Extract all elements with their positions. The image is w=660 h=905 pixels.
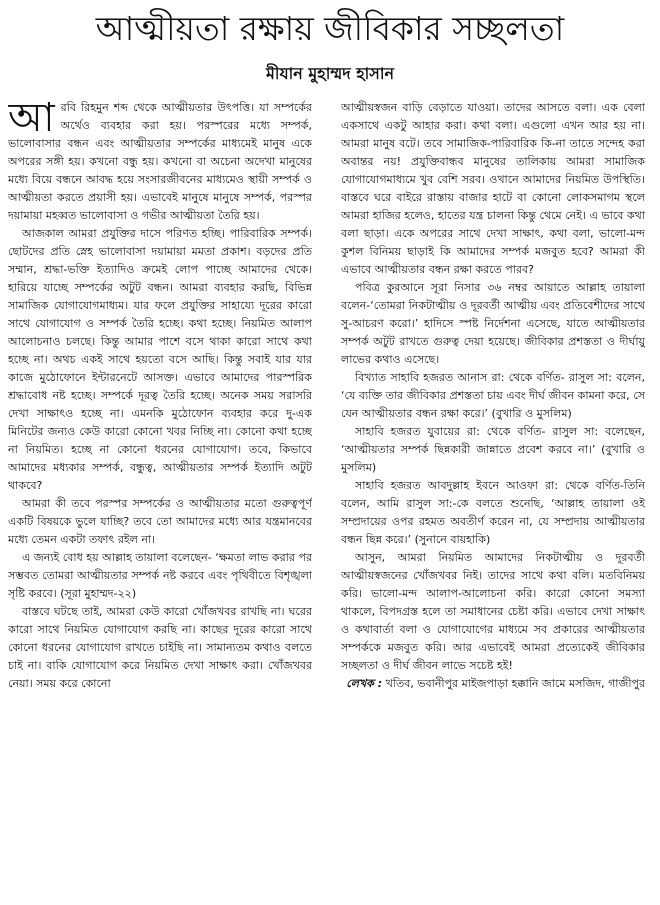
left-column bbox=[8, 99, 312, 899]
author-byline bbox=[341, 675, 645, 693]
article-title: আত্মীয়তা রক্ষায় জীবিকার সচ্ছলতা bbox=[95, 9, 565, 48]
paragraph-text: রবি রিহমুন শব্দ থেকে আত্মীয়তার উৎপত্তি। যা সম্পর্কের অর্থেও ব্যবহার করা হয়। পরস্পরের মধ্যে সম্পর্ক, ভালোবাসার বন্ধন এবং আত্মীয়তার সম্পর্কের মাধ্যমেই মানুষ একে অপরের সঙ্গী হয়। কখনো বন্ধু হয়। কখনো বা অচেনা অদেখা মানুষের মধ্যে বিয়ে বন্ধনে আবদ্ধ হয়ে সংসারজীবনের মাধ্যমেও স্থায়ী সম্পর্ক ও আত্মীয়তা করতে প্রয়াসী হয়। এভাবেই মানুষে মানুষে সম্পর্ক, পরস্পর দয়ামায়া মহব্বত ভালোবাসা ও গভীর আত্মীয়তা তৈরি হয়। bbox=[8, 101, 312, 222]
right-column bbox=[341, 99, 645, 899]
paragraph: আত্মীয়স্বজন বাড়ি বেড়াতে যাওয়া। তাদের আসতে বলা। এক বেলা একসাথে একটু আহার করা। কথা বলা। এগুলো এখন আর হয় না। আমরা মানুষ বটে। তবে সামাজিক-পারিবারিক কি-না তাতে সন্দেহ করা অবান্তর নয়! প্রযুক্তিবান্ধব মানুষের তালিকায় আমরা সামাজিক যোগাযোগমাধ্যমে খুব বেশি সরব। ওখানে আমাদের নিয়মিত উপস্থিতি। বাস্তবে ঘরে বাইরে রাস্তায় বাজার হাটে বা কোনো লোকসমাগম স্থলে আমরা হাজির হলেও, হাতের যন্ত্র চালনা কিন্তু থেমে নেই। এ ভাবে কথা বলা ছাড়া। একে অপরের সাথে দেখা সাক্ষাৎ, কথা বলা, ভালো-মন্দ কুশল বিনিময় ছাড়াই কি আমাদের সম্পর্ক মজবুত হবে? আমরা কী এভাবে আত্মীয়তার বন্ধন রক্ষা করতে পারব? bbox=[341, 101, 645, 276]
article-author: মীযান মুহাম্মদ হাসান bbox=[265, 64, 395, 83]
paragraph: সাহাবি হজরত যুবায়ের রা: থেকে বর্ণিত- রাসুল সা: বলেছেন, ‘আত্মীয়তার সম্পর্ক ছিন্নকারী জান্নাতে প্রবেশ করবে না।’ (বুখারি ও মুসলিম) bbox=[341, 425, 645, 474]
paragraph: আমরা কী তবে পরস্পর সম্পর্কের ও আত্মীয়তার মতো গুরুত্বপূর্ণ একটি বিষয়কে ভুলে যাচ্ছি? তবে তো আমাদের মধ্যে আর যন্ত্রমানবের মধ্যে তেমন একটা তফাৎ রইল না। bbox=[8, 497, 312, 546]
drop-cap: আ bbox=[8, 99, 55, 141]
byline-text: খতিব, ভবানীপুর মাইজপাড়া হক্কানি জামে মসজিদ, গাজীপুর bbox=[385, 677, 645, 690]
paragraph bbox=[8, 99, 312, 225]
paragraph: সাহাবি হজরত আবদুল্লাহ ইবনে আওফা রা: থেকে বর্ণিত-তিনি বলেন, আমি রাসুল সা:-কে বলতে শুনেছি, ‘আল্লাহ তায়ালা ওই সম্প্রদায়ের ওপর রহমত অবতীর্ণ করেন না, যে সম্প্রদায় আত্মীয়তার বন্ধন ছিন্ন করে।’ (সুনানে বায়হাকি) bbox=[341, 479, 645, 546]
paragraph: পবিত্র কুরআনে সূরা নিসার ৩৬ নম্বর আয়াতে আল্লাহ তায়ালা বলেন-‘তোমরা নিকটাত্মীয় ও দূরবর্তী আত্মীয় এবং প্রতিবেশীদের সাথে সু-আচরণ করো।’ হাদিসে স্পষ্ট নির্দেশনা এসেছে, যাতে আত্মীয়তার সম্পর্ক অটুট রাখতে গুরুত্ব দেয়া হয়েছে। জীবিকার প্রশস্ততা ও দীর্ঘায়ু লাভের কথাও এসেছে। bbox=[341, 281, 645, 366]
paragraph: এ জন্যই বোধ হয় আল্লাহ তায়ালা বলেছেন- ‘ক্ষমতা লাভ করার পর সম্ভবত তোমরা আত্মীয়তার সম্পর্ক নষ্ট করবে এবং পৃথিবীতে বিশৃঙ্খলা সৃষ্টি করবে। (সূরা মুহাম্মদ-২২) bbox=[8, 551, 312, 600]
paragraph: আজকাল আমরা প্রযুক্তির দাসে পরিণত হচ্ছি। পারিবারিক সম্পর্ক। ছোটদের প্রতি স্নেহ ভালোবাসা দয়ামায়া মমতা প্রকাশ। বড়দের প্রতি সম্মান, শ্রদ্ধা-ভক্তি ইত্যাদিও ক্রমেই লোপ পাচ্ছে আমাদের থেকে। হারিয়ে যাচ্ছে সম্পর্কের অটুট বন্ধন। আমরা ব্যবহার করছি, বিভিন্ন সামাজিক যোগাযোগমাধ্যম। যার ফলে প্রযুক্তির সাহায্যে দূরের কারো সাথে যোগাযোগ ও সম্পর্ক তৈরি হচ্ছে। কথা হচ্ছে। নিয়মিত আলাপ আলোচনাও চলছে। কিন্তু আমার পাশে বসে থাকা কারো সাথে কথা হচ্ছে না। অথচ একই সাথে হয়তো বসে আছি। কিন্তু সবাই যার যার কাজে মুঠোফোনে ইন্টারনেটে আসক্ত। এভাবে আমাদের পারস্পরিক শ্রদ্ধাবোধ নষ্ট হচ্ছে। সম্পর্কে দূরত্ব তৈরি হচ্ছে। অনেক সময় সরাসরি দেখা সাক্ষাৎও হচ্ছে না। এমনকি মুঠোফোন ব্যবহার করে দু-এক মিনিটের জন্যও কেউ কারো কোনো খবর নিচ্ছি না। কোনো কথা হচ্ছে না নিয়মিত। হচ্ছে না কোনো ধরনের যোগাযোগ। তবে, কিভাবে আমাদের মধ্যকার সম্পর্ক, বন্ধুত্ব, আত্মীয়তার সম্পর্ক ইত্যাদি অটুট থাকবে? bbox=[8, 227, 312, 492]
paragraph: বিখ্যাত সাহাবি হজরত আনাস রা: থেকে বর্ণিত- রাসুল সা: বলেন, ‘যে ব্যক্তি তার জীবিকার প্রশস্ততা চায় এবং দীর্ঘ জীবন কামনা করে, সে যেন আত্মীয়তার বন্ধন রক্ষা করে।’ (বুখারি ও মুসলিম) bbox=[341, 371, 645, 420]
paragraph: আসুন, আমরা নিয়মিত আমাদের নিকটাত্মীয় ও দূরবর্তী আত্মীয়স্বজনের খোঁজখবর নিই। তাদের সাথে কথা বলি। মতবিনিময় করি। ভালো-মন্দ আলাপ-আলোচনা করি। কারো কোনো সমস্যা থাকলে, বিপদগ্রস্ত হলে তা সমাধানের চেষ্টা করি। এভাবে দেখা সাক্ষাৎ ও কথাবার্তা বলা ও যোগাযোগের মাধ্যমে সব প্রকারের আত্মীয়তার সম্পর্ককে মজবুত করি। আর এভাবেই আমরা প্রত্যেকেই জীবিকার সচ্ছলতা ও দীর্ঘ জীবন লাভে সচেষ্ট হই! bbox=[341, 551, 645, 672]
byline-label: লেখক : bbox=[346, 677, 383, 690]
paragraph: বাস্তবে ঘটছে তাই, আমরা কেউ কারো খোঁজখবর রাখছি না। ঘরের কারো সাথে নিয়মিত যোগাযোগ করছি না। কাছের দূরের কারো সাথে কোনো ধরনের যোগাযোগ রাখতে চাইছি না। সামান্যতম কথাও বলতে চাই না। বাকি যোগাযোগ করে নিয়মিত দেখা সাক্ষাৎ করা। খোঁজখবর নেয়া। সময় করে কোনো bbox=[8, 605, 312, 690]
